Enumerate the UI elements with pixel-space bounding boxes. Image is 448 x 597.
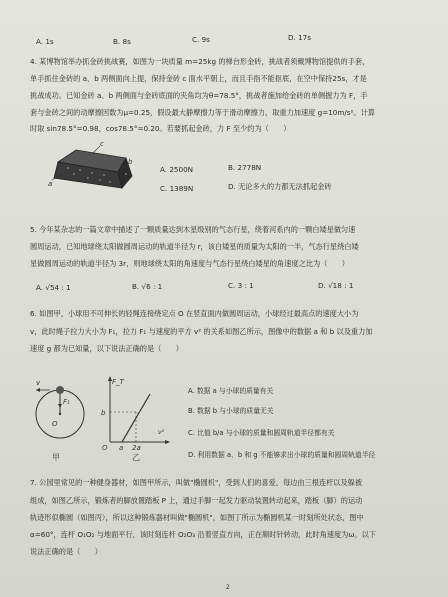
q4-option-c: C. 1389N — [160, 184, 194, 193]
fig-yi-v2: v² — [158, 429, 164, 436]
q7-line-2: 组成，如图乙所示，锻炼者的脚放置踏板 P 上，通过手脚一起发力驱动装置转动起来，踏板（脚）的运动 — [30, 496, 363, 505]
fig-jia-caption: 甲 — [52, 453, 60, 462]
q5-line-1: 5. 今年某杂志的一篇文章中描述了一颗质量达到木星级别的气态行星，绕着河系内的一颗白矮星做匀速 — [30, 225, 356, 234]
q4-option-b: B. 2778N — [228, 163, 262, 172]
q4-line-2: 单手抓住金砖的 a、b 两侧面向上提，保持金砖 c 面水平朝上，而且手指不能抠底，在空中保持25s，才是 — [30, 74, 367, 83]
q7-line-4: α=60°，连杆 O₁O₂ 与地面平行，该时刻连杆 O₂O₃ 沿着竖直方向，正在顺时针转动，此时角速度为ω。以下 — [30, 530, 376, 539]
top-option-b: B. 8s — [113, 37, 131, 46]
q6-line-3: 速度 g 都为已知量，以下说法正确的是（ ） — [30, 344, 183, 353]
top-option-a: A. 1s — [36, 37, 54, 46]
q4-line-3: 挑战成功。已知金砖 a、b 两侧面与金砖底面的夹角均为θ=78.5°，挑战者施加给金砖的单侧握力为 F，手 — [30, 91, 368, 100]
top-option-d: D. 17s — [288, 33, 311, 42]
q6-option-d: D. 利用数据 a、b 和 g 不能够求出小球的质量和圆周轨道半径 — [188, 451, 376, 459]
q5-option-c: C. 3 : 1 — [228, 281, 254, 290]
q6-option-c: C. 比值 b/a 与小球的质量和圆周轨道半径都有关 — [188, 429, 335, 437]
top-option-c: C. 9s — [192, 35, 210, 44]
q7-line-1: 7. 公园里常见的一种健身器材，如图甲所示，叫做"椭圆机"，受到人们的喜爱，每边由三根连杆以及躲被 — [30, 478, 363, 487]
q5-option-b: B. √6 : 1 — [132, 282, 163, 291]
q4-option-d: D. 无论多大的力都无法抓起金砖 — [228, 182, 332, 191]
q4-line-1: 4. 某博物馆举办抓金砖挑战赛，如图为一块质量 m=25kg 的梯台形金砖，挑战者须戴博物馆提供的手套， — [30, 57, 370, 66]
q5-option-d: D. √18 : 1 — [318, 281, 354, 290]
fig-yi-2a: 2a — [132, 444, 141, 452]
fig-jia-o: O — [52, 420, 58, 428]
q7-line-3: 轨迹形似椭圆（如图丙），所以这种锻炼器材叫做"椭圆机"，如图丁所示为椭圆机某一时刻所处状态，图中 — [30, 513, 364, 522]
q6-line-2: v，此时绳子拉力大小为 F₁，拉力 F₁ 与速度的平方 v² 的关系如图乙所示，图像中的数据 a 和 b 以及重力加 — [30, 327, 373, 336]
figure-yi — [96, 372, 176, 464]
fig-jia-v: v — [36, 379, 41, 387]
brick-label-c: c — [100, 140, 104, 148]
fig-yi-b: b — [101, 409, 106, 417]
q4-option-a: A. 2500N — [160, 165, 194, 174]
fig-yi-o: O — [102, 444, 108, 452]
fig-yi-a: a — [119, 444, 124, 452]
page-number: 2 — [226, 584, 230, 591]
q6-line-1: 6. 如图甲，小球用不可伸长的轻绳连接绕定点 O 在竖直面内做圆周运动，小球经过最高点的速度大小为 — [30, 309, 359, 318]
q6-option-a: A. 数据 a 与小球的质量有关 — [188, 387, 274, 395]
q4-line-5: 时取 sin78.5°=0.98，cos78.5°=0.20。若要抓起金砖，力 F 至少约为（ ） — [30, 124, 291, 133]
gold-brick-figure — [48, 140, 138, 200]
q5-option-a: A. √54 : 1 — [36, 283, 71, 292]
q6-option-b: B. 数据 b 与小球的质量无关 — [188, 407, 274, 415]
figure-jia — [30, 372, 94, 464]
fig-yi-caption: 乙 — [132, 453, 140, 462]
brick-label-a: a — [48, 180, 53, 188]
q5-line-2: 圆周运动，已知地球绕太阳做圆周运动的轨道半径为 r，该白矮星的质量为太阳的一半，气态行星绕白矮 — [30, 242, 359, 251]
fig-jia-f1: F₁ — [63, 398, 70, 406]
brick-label-b: b — [128, 158, 133, 166]
q5-line-3: 星做圆周运动的轨道半径为 3r，则地球绕太阳的角速度与气态行星绕白矮星的角速度之比为（ ） — [30, 259, 349, 268]
q7-line-5: 说法正确的是（ ） — [30, 547, 102, 556]
q4-line-4: 套与金砖之间的动摩擦因数为μ=0.25，假设最大静摩擦力等于滑动摩擦力，取重力加速度 g=10m/s²。计算 — [30, 108, 375, 117]
fig-yi-ft: F_T — [112, 378, 124, 386]
